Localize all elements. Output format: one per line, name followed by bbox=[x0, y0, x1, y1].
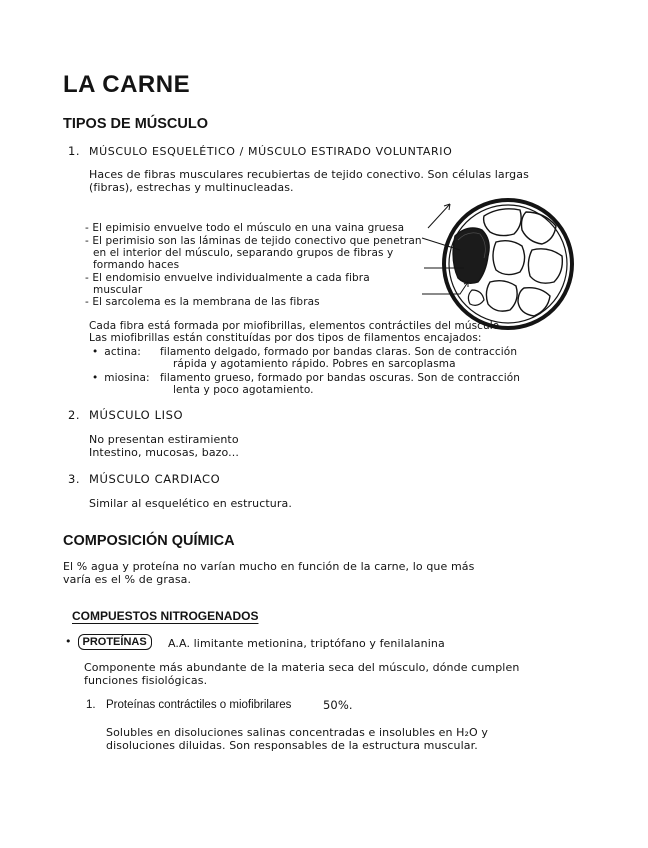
membrane-line-7: - El sarcolema es la membrana de las fibras bbox=[85, 296, 320, 308]
membrane-line-1: - El epimisio envuelve todo el músculo en una vaina gruesa bbox=[85, 222, 405, 234]
fibra-line-1: Cada fibra está formada por miofibrillas, elementos contráctiles del músculo. bbox=[89, 320, 503, 332]
section-heading-composicion: COMPOSICIÓN QUÍMICA bbox=[63, 533, 235, 549]
muscle-cross-section-diagram bbox=[420, 194, 590, 334]
muscle-1-intro-line-2: (fibras), estrechas y multinucleadas. bbox=[89, 181, 294, 194]
filament-miosina-label: miosina: bbox=[104, 372, 150, 384]
membrane-line-4: formando haces bbox=[93, 259, 180, 271]
bullet-icon bbox=[92, 346, 104, 358]
item-1-number: 1. bbox=[86, 699, 96, 711]
membrane-line-5: - El endomisio envuelve individualmente a cada fibra bbox=[85, 272, 370, 284]
filament-miosina-name bbox=[92, 372, 150, 385]
proteinas-badge: PROTEÍNAS bbox=[78, 634, 152, 650]
filament-actina-line-2: rápida y agotamiento rápido. Pobres en sarcoplasma bbox=[173, 358, 456, 370]
nitro-line-2: funciones fisiológicas. bbox=[84, 674, 208, 687]
item-1-line-2: disoluciones diluidas. Son responsables de la estructura muscular. bbox=[106, 739, 478, 752]
membrane-line-2: - El perimisio son las láminas de tejido conectivo que penetran bbox=[85, 235, 422, 247]
aa-limitante-text: A.A. limitante metionina, triptófano y fenilalanina bbox=[168, 637, 445, 650]
muscle-2-number: 2. bbox=[68, 408, 81, 422]
bullet-icon bbox=[92, 372, 104, 384]
filament-actina-name bbox=[92, 346, 141, 359]
muscle-3-heading: MÚSCULO CARDIACO bbox=[89, 472, 221, 486]
section-heading-tipos: TIPOS DE MÚSCULO bbox=[63, 116, 209, 132]
fibra-line-2: Las miofibrillas están constituídas por dos tipos de filamentos encajados: bbox=[89, 332, 482, 344]
item-1-percent: 50%. bbox=[323, 698, 353, 712]
filament-miosina-line-2: lenta y poco agotamiento. bbox=[173, 384, 314, 396]
page-title: LA CARNE bbox=[63, 71, 191, 98]
muscle-1-intro-line-1: Haces de fibras musculares recubiertas de tejido conectivo. Son células largas bbox=[89, 168, 529, 181]
nitro-line-1: Componente más abundante de la materia seca del músculo, dónde cumplen bbox=[84, 661, 520, 674]
filament-actina-line-1: filamento delgado, formado por bandas claras. Son de contracción bbox=[160, 346, 518, 358]
membrane-line-3: en el interior del músculo, separando grupos de fibras y bbox=[93, 247, 394, 259]
bullet-icon bbox=[65, 635, 78, 648]
filament-miosina-line-1: filamento grueso, formado por bandas oscuras. Son de contracción bbox=[160, 372, 521, 384]
composicion-line-1: El % agua y proteína no varían mucho en función de la carne, lo que más bbox=[63, 560, 475, 573]
muscle-2-heading: MÚSCULO LISO bbox=[89, 408, 184, 422]
filament-actina-label: actina: bbox=[104, 346, 141, 358]
muscle-2-line-1: No presentan estiramiento bbox=[89, 433, 239, 446]
muscle-1-heading: MÚSCULO ESQUELÉTICO / MÚSCULO ESTIRADO VOLUNTARIO bbox=[89, 145, 453, 158]
item-1-label: Proteínas contráctiles o miofibrilares bbox=[106, 699, 292, 711]
muscle-3-number: 3. bbox=[68, 472, 81, 486]
item-1-line-1: Solubles en disoluciones salinas concentradas e insolubles en H₂O y bbox=[106, 726, 489, 739]
membrane-line-6: muscular bbox=[93, 284, 143, 296]
muscle-3-line-1: Similar al esquelético en estructura. bbox=[89, 497, 292, 510]
composicion-line-2: varía es el % de grasa. bbox=[63, 573, 192, 586]
section-heading-nitrogenados: COMPUESTOS NITROGENADOS bbox=[72, 609, 259, 623]
muscle-2-line-2: Intestino, mucosas, bazo... bbox=[89, 446, 239, 459]
proteinas-row bbox=[65, 630, 152, 650]
muscle-1-number: 1. bbox=[68, 144, 81, 158]
